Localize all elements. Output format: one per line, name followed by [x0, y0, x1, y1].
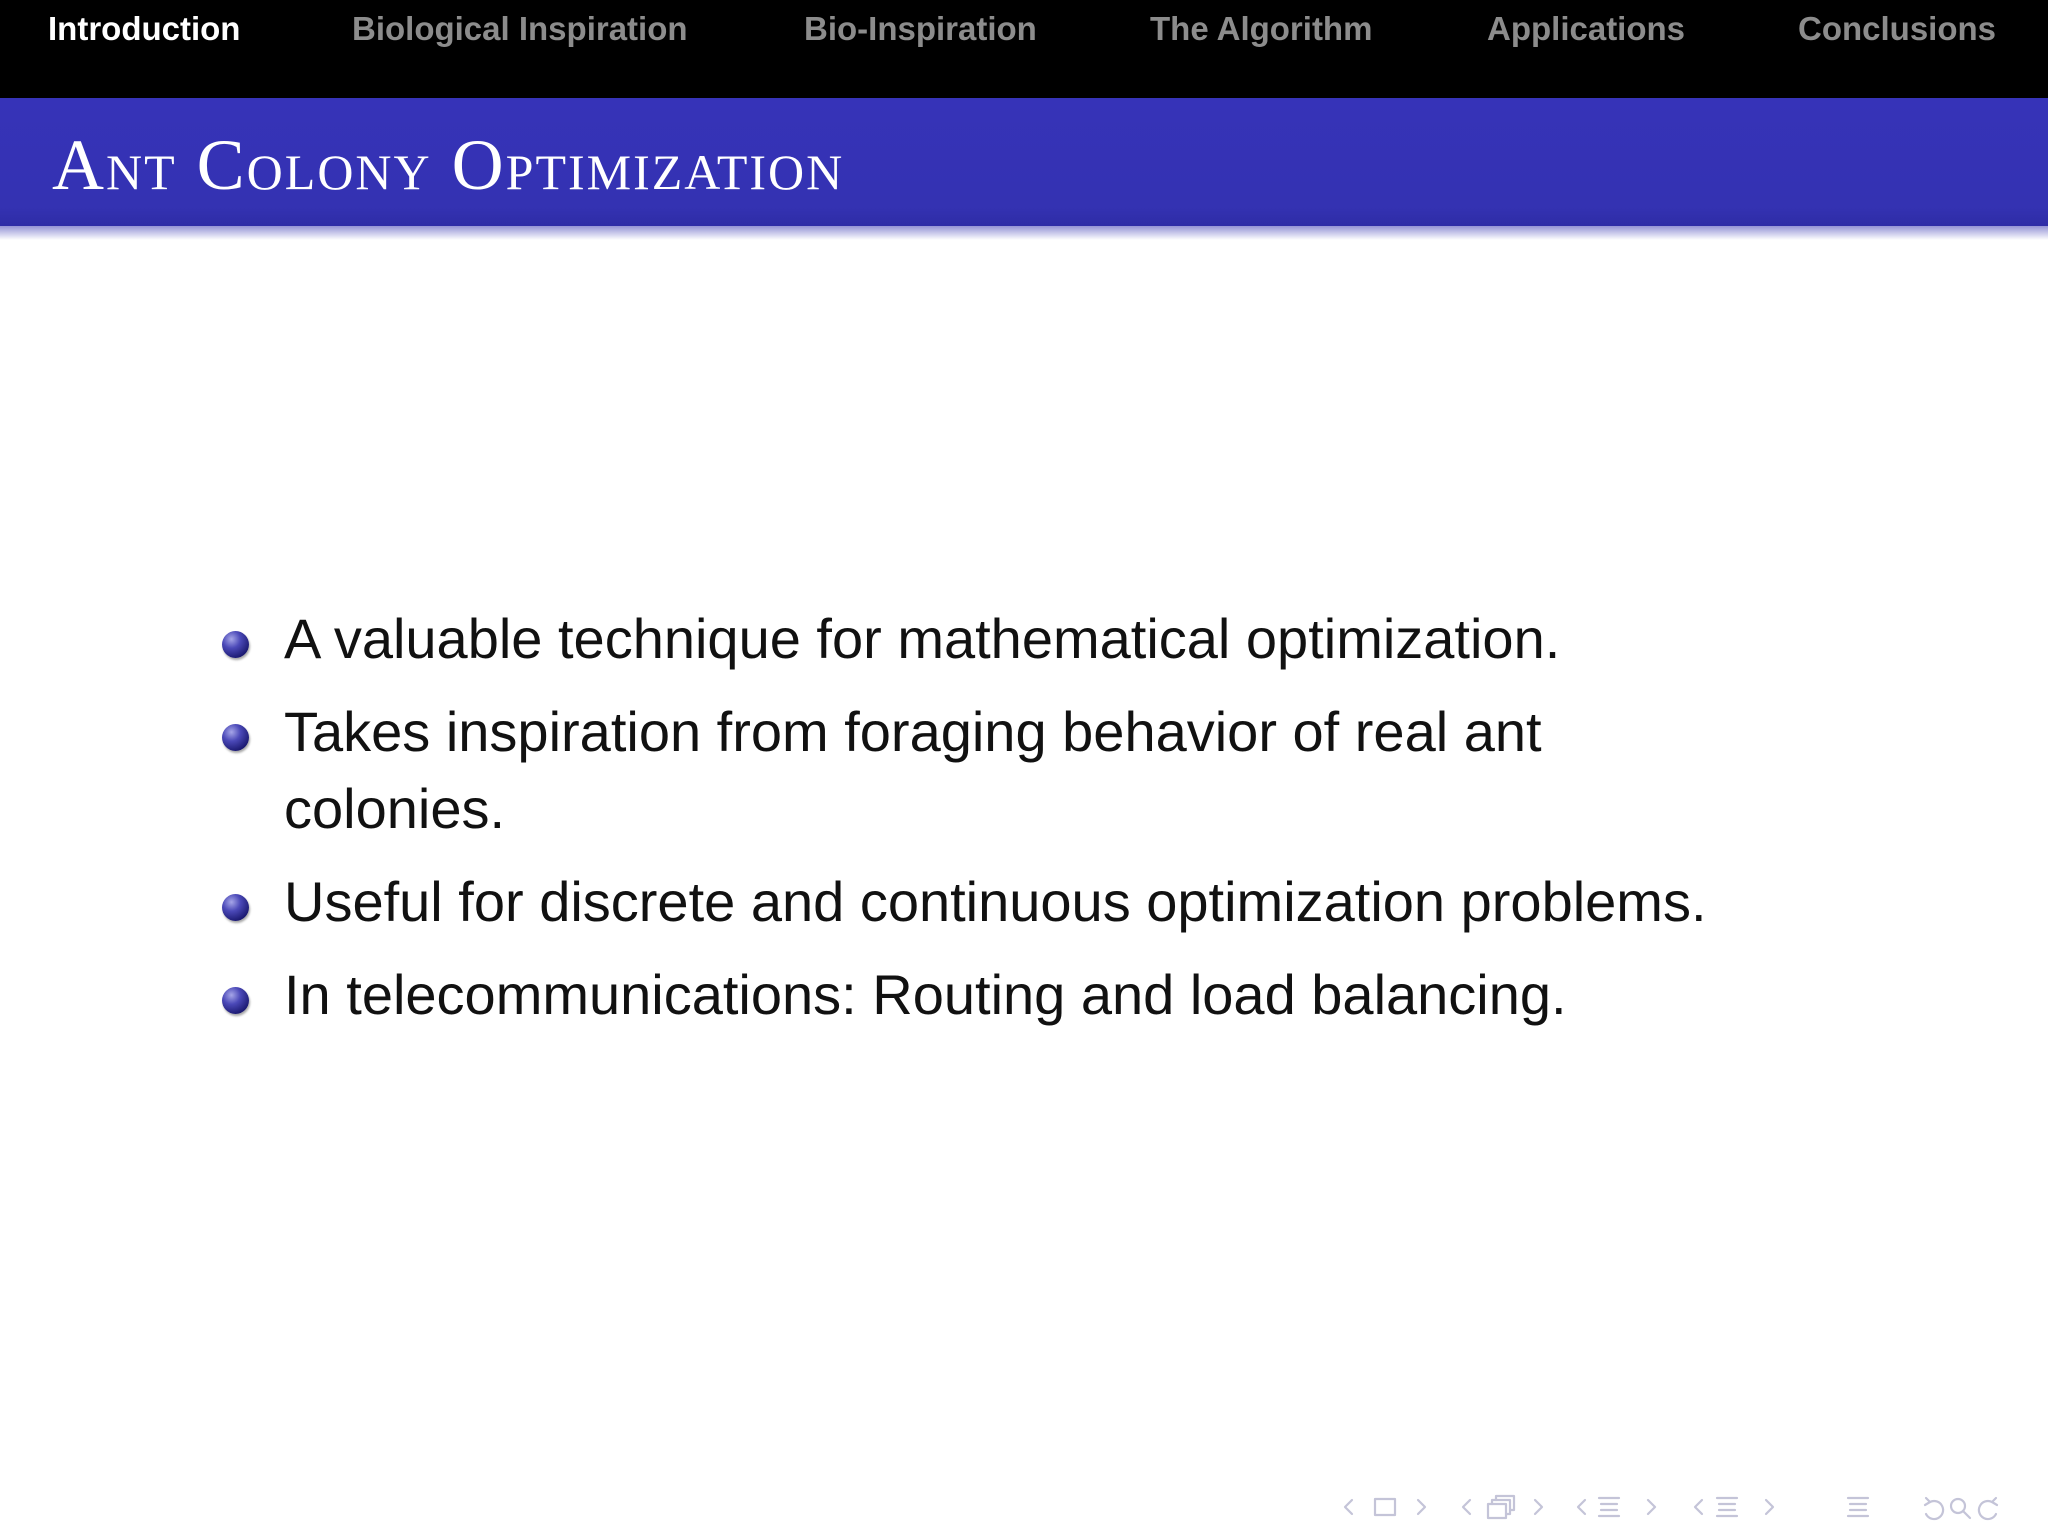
list-item	[222, 693, 1922, 847]
section-icon[interactable]	[1717, 1498, 1737, 1516]
beamer-navigation-symbols	[1330, 1488, 2030, 1528]
bullet-text: Takes inspiration from foraging behavior of real ant colonies.	[284, 700, 1542, 840]
subsection-icon[interactable]	[1599, 1498, 1619, 1516]
list-item	[222, 863, 1922, 940]
nav-section-introduction[interactable]: Introduction	[48, 10, 241, 47]
prev-slide-arrow-icon[interactable]	[1345, 1500, 1352, 1514]
document-icon[interactable]	[1848, 1498, 1868, 1516]
bullet-list	[222, 600, 1922, 1049]
prev-section-arrow-icon[interactable]	[1695, 1500, 1702, 1514]
prev-subsection-arrow-icon[interactable]	[1578, 1500, 1585, 1514]
nav-section-conclusions[interactable]: Conclusions	[1798, 10, 1997, 47]
list-item	[222, 600, 1922, 677]
prev-frame-arrow-icon[interactable]	[1463, 1500, 1470, 1514]
nav-section-bio-inspiration[interactable]: Bio-Inspiration	[804, 10, 1037, 47]
bullet-text: In telecommunications: Routing and load balancing.	[284, 963, 1567, 1026]
nav-section-biological-inspiration[interactable]: Biological Inspiration	[352, 10, 688, 47]
nav-section-applications[interactable]: Applications	[1487, 10, 1686, 47]
next-section-arrow-icon[interactable]	[1766, 1500, 1773, 1514]
list-item	[222, 956, 1922, 1033]
frame-title: Ant Colony Optimization	[52, 125, 845, 205]
bullet-ball-icon	[222, 894, 249, 921]
next-slide-arrow-icon[interactable]	[1418, 1500, 1425, 1514]
frame-title-bar	[0, 98, 2048, 226]
bullet-ball-icon	[222, 987, 249, 1014]
frame-icon[interactable]	[1488, 1496, 1514, 1518]
title-bar-shadow	[0, 226, 2048, 240]
bullet-ball-icon	[222, 631, 249, 658]
slide-icon[interactable]	[1375, 1499, 1395, 1515]
next-frame-arrow-icon[interactable]	[1535, 1500, 1542, 1514]
search-icon[interactable]	[1951, 1499, 1970, 1518]
next-subsection-arrow-icon[interactable]	[1648, 1500, 1655, 1514]
bullet-text: Useful for discrete and continuous optimization problems.	[284, 870, 1707, 933]
back-icon[interactable]	[1925, 1498, 1943, 1519]
bullet-ball-icon	[222, 724, 249, 751]
bullet-text: A valuable technique for mathematical optimization.	[284, 607, 1561, 670]
nav-section-the-algorithm[interactable]: The Algorithm	[1150, 10, 1373, 47]
section-navigation-bar	[0, 0, 2048, 98]
forward-icon[interactable]	[1979, 1498, 1997, 1519]
